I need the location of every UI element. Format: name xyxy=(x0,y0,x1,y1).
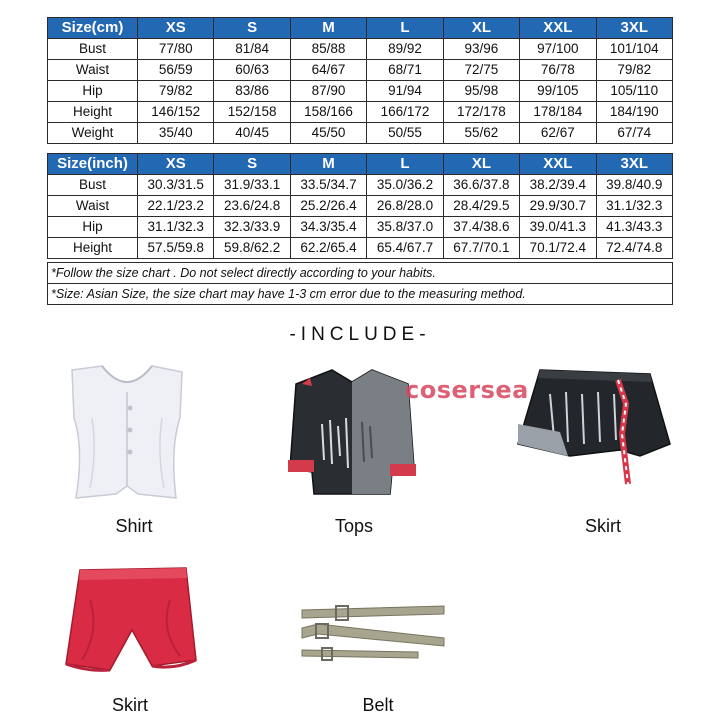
table-cell: 31.1/32.3 xyxy=(596,196,672,217)
row-label: Weight xyxy=(48,123,138,144)
size-chart-inch xyxy=(47,153,673,259)
table-row xyxy=(48,60,673,81)
size-notes xyxy=(47,262,673,305)
shirt-image xyxy=(52,358,202,508)
table-cell: 158/166 xyxy=(290,102,366,123)
table-cell: 38.2/39.4 xyxy=(520,175,596,196)
size-chart-cm xyxy=(47,17,673,144)
table-cell: 152/158 xyxy=(214,102,290,123)
table-cell: 35/40 xyxy=(138,123,214,144)
row-label: Height xyxy=(48,238,138,259)
header-cell: XL xyxy=(443,154,519,175)
table-cell: 79/82 xyxy=(596,60,672,81)
header-cell: XL xyxy=(443,18,519,39)
header-cell: S xyxy=(214,154,290,175)
table-cell: 83/86 xyxy=(214,81,290,102)
table-cell: 55/62 xyxy=(443,123,519,144)
table-cell: 101/104 xyxy=(596,39,672,60)
table-cell: 146/152 xyxy=(138,102,214,123)
table-cell: 89/92 xyxy=(367,39,443,60)
row-label: Hip xyxy=(48,81,138,102)
table-cell: 26.8/28.0 xyxy=(367,196,443,217)
skirt-black-label: Skirt xyxy=(585,516,621,536)
skirt-red-image xyxy=(60,560,200,685)
table-cell: 39.0/41.3 xyxy=(520,217,596,238)
table-row xyxy=(48,196,673,217)
header-cell: L xyxy=(367,154,443,175)
header-cell: XS xyxy=(138,154,214,175)
table-cell: 22.1/23.2 xyxy=(138,196,214,217)
table-cell: 29.9/30.7 xyxy=(520,196,596,217)
table-cell: 57.5/59.8 xyxy=(138,238,214,259)
table-cell: 50/55 xyxy=(367,123,443,144)
row-label: Bust xyxy=(48,175,138,196)
table-cell: 72/75 xyxy=(443,60,519,81)
header-cell: Size(cm) xyxy=(48,18,138,39)
table-cell: 56/59 xyxy=(138,60,214,81)
table-row xyxy=(48,175,673,196)
header-cell: Size(inch) xyxy=(48,154,138,175)
table-row xyxy=(48,81,673,102)
table-cell: 25.2/26.4 xyxy=(290,196,366,217)
table-cell: 91/94 xyxy=(367,81,443,102)
note-asian-size: *Size: Asian Size, the size chart may have 1-3 cm error due to the measuring method. xyxy=(48,284,673,305)
table-cell: 33.5/34.7 xyxy=(290,175,366,196)
table-cell: 99/105 xyxy=(520,81,596,102)
table-cell: 85/88 xyxy=(290,39,366,60)
row-label: Waist xyxy=(48,60,138,81)
shirt-label: Shirt xyxy=(115,516,153,536)
table-cell: 35.8/37.0 xyxy=(367,217,443,238)
table-cell: 105/110 xyxy=(596,81,672,102)
table-cell: 41.3/43.3 xyxy=(596,217,672,238)
header-cell: XXL xyxy=(520,18,596,39)
table-cell: 32.3/33.9 xyxy=(214,217,290,238)
table-cell: 77/80 xyxy=(138,39,214,60)
table-cell: 97/100 xyxy=(520,39,596,60)
skirt-red-label: Skirt xyxy=(112,695,148,715)
row-label: Bust xyxy=(48,39,138,60)
table-cell: 68/71 xyxy=(367,60,443,81)
table-header-row xyxy=(48,18,673,39)
table-cell: 59.8/62.2 xyxy=(214,238,290,259)
header-cell: 3XL xyxy=(596,154,672,175)
table-cell: 81/84 xyxy=(214,39,290,60)
header-cell: 3XL xyxy=(596,18,672,39)
cosersea-watermark: cosersea xyxy=(405,376,529,404)
header-cell: XXL xyxy=(520,154,596,175)
table-cell: 60/63 xyxy=(214,60,290,81)
table-cell: 35.0/36.2 xyxy=(367,175,443,196)
table-cell: 87/90 xyxy=(290,81,366,102)
belt-image xyxy=(298,598,448,668)
table-cell: 65.4/67.7 xyxy=(367,238,443,259)
table-cell: 31.9/33.1 xyxy=(214,175,290,196)
tops-label: Tops xyxy=(334,516,374,536)
tops-image xyxy=(282,364,422,504)
header-cell: S xyxy=(214,18,290,39)
table-cell: 31.1/32.3 xyxy=(138,217,214,238)
table-cell: 37.4/38.6 xyxy=(443,217,519,238)
table-cell: 93/96 xyxy=(443,39,519,60)
table-cell: 95/98 xyxy=(443,81,519,102)
table-cell: 76/78 xyxy=(520,60,596,81)
table-cell: 39.8/40.9 xyxy=(596,175,672,196)
table-cell: 184/190 xyxy=(596,102,672,123)
header-cell: M xyxy=(290,18,366,39)
table-cell: 62/67 xyxy=(520,123,596,144)
table-row xyxy=(48,217,673,238)
table-cell: 172/178 xyxy=(443,102,519,123)
row-label: Waist xyxy=(48,196,138,217)
row-label: Hip xyxy=(48,217,138,238)
table-cell: 62.2/65.4 xyxy=(290,238,366,259)
skirt-black-image xyxy=(510,364,675,504)
belt-label: Belt xyxy=(362,695,394,715)
row-label: Height xyxy=(48,102,138,123)
table-row xyxy=(48,102,673,123)
table-cell: 70.1/72.4 xyxy=(520,238,596,259)
include-title: -INCLUDE- xyxy=(289,324,431,345)
table-cell: 79/82 xyxy=(138,81,214,102)
table-cell: 45/50 xyxy=(290,123,366,144)
table-cell: 72.4/74.8 xyxy=(596,238,672,259)
table-cell: 23.6/24.8 xyxy=(214,196,290,217)
note-follow-chart: *Follow the size chart . Do not select directly according to your habits. xyxy=(48,263,673,284)
table-cell: 64/67 xyxy=(290,60,366,81)
table-cell: 40/45 xyxy=(214,123,290,144)
table-header-row xyxy=(48,154,673,175)
header-cell: L xyxy=(367,18,443,39)
table-row xyxy=(48,39,673,60)
table-cell: 166/172 xyxy=(367,102,443,123)
table-cell: 67.7/70.1 xyxy=(443,238,519,259)
table-cell: 30.3/31.5 xyxy=(138,175,214,196)
table-row xyxy=(48,123,673,144)
table-cell: 36.6/37.8 xyxy=(443,175,519,196)
table-cell: 67/74 xyxy=(596,123,672,144)
header-cell: XS xyxy=(138,18,214,39)
table-cell: 34.3/35.4 xyxy=(290,217,366,238)
table-row xyxy=(48,238,673,259)
table-cell: 28.4/29.5 xyxy=(443,196,519,217)
table-cell: 178/184 xyxy=(520,102,596,123)
header-cell: M xyxy=(290,154,366,175)
